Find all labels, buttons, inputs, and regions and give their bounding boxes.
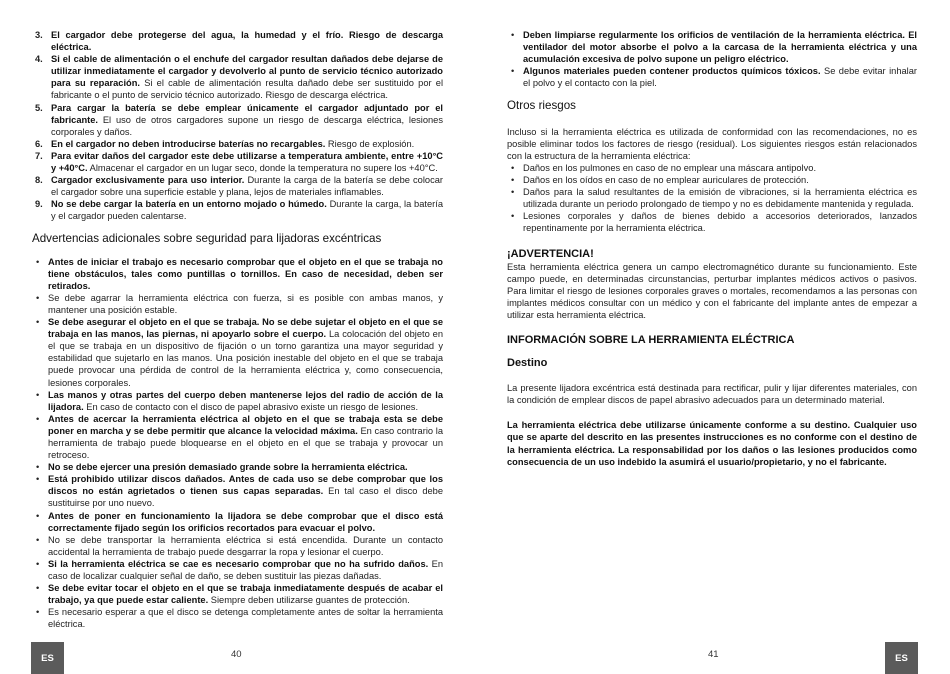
sander-safety-list (32, 256, 443, 631)
item-text: Siempre deben utilizarse guantes de protección. (208, 595, 410, 606)
list-item: • Daños en los pulmones en caso de no emplear una máscara antipolvo. (507, 162, 917, 174)
list-item (32, 413, 443, 461)
item-text: Se debe evitar inhalar el polvo y el contacto con la piel. (523, 66, 918, 89)
item-bold-text: Está prohibido utilizar discos dañados. Antes de cada uso se debe comprobar que los discos no están agrietados o tienen sus capas separadas. (48, 474, 443, 497)
item-text: Durante la carga de la batería se debe colocar el cargador sobre una superficie estable y plana, lejos de materiales inflamables. (51, 175, 444, 198)
item-number: 6. (35, 138, 43, 149)
list-item (32, 256, 443, 292)
item-text: En caso de localizar cualquier señal de daño, se deben sustituir las piezas dañadas. (48, 558, 443, 582)
list-item (32, 102, 443, 138)
item-number: 7. (35, 150, 43, 161)
item-bold-text: No se debe ejercer una presión demasiado grande sobre la herramienta eléctrica. (48, 462, 408, 473)
list-item (32, 510, 443, 534)
list-item (32, 606, 443, 630)
item-bold-text: Si la herramienta eléctrica se cae es necesario comprobar que no ha sufrido daños. (48, 558, 429, 569)
warning-text: Esta herramienta eléctrica genera un campo electromagnético durante su funcionamiento. Este campo puede, en determinadas circunstancias, perturbar implantes médicos activos o pasivos. Para limitar el riesgo de lesiones corporales graves o mortales, recomendamos a las personas con implantes médicos consultar con un médico y con el fabricante del implante antes de empezar a utilizar esta herramienta eléctrica. (507, 261, 917, 320)
item-text: Durante la carga, la batería y el cargador pueden calentarse. (51, 199, 443, 222)
list-item: • Daños en los oídos en caso de no emplear auriculares de protección. (507, 174, 917, 186)
item-bold-text: Antes de acercar la herramienta eléctrica al objeto en el que se trabaja esta se debe poner en marcha y se debe permitir que alcance la velocidad máxima. (48, 413, 443, 436)
item-bold-text: Para cargar la batería se debe emplear únicamente el cargador adjuntado por el fabricante. (51, 102, 443, 125)
warning-title: ¡ADVERTENCIA! (507, 248, 594, 261)
list-item (32, 473, 443, 509)
list-item (32, 198, 443, 222)
item-bold-text: Antes de iniciar el trabajo es necesario comprobar que el objeto en el que se trabaja no tiene obstáculos, tales como puntillas o tornillos. En caso de necesidad, deben ser retirados. (48, 256, 443, 291)
ventilation-list (507, 29, 917, 89)
list-item (32, 174, 443, 198)
right-page (507, 29, 917, 468)
list-item (32, 150, 443, 174)
item-bold-text: Cargador exclusivamente para uso interior. (51, 175, 245, 186)
item-text: En tal caso el disco debe sustituirse por uno nuevo. (48, 486, 444, 509)
list-item (32, 138, 443, 150)
list-item (32, 558, 443, 582)
item-bold-text: Deben limpiarse regularmente los orificios de ventilación de la herramienta eléctrica. El ventilador del motor absorbe el polvo a la carcasa de la herramienta eléctrica y una acumulación excesiva de polvo supone un peligro eléctrico. (523, 30, 917, 65)
item-text: Si el cable de alimentación resulta dañado debe ser sustituido por el fabricante o el punto de servicio técnico autorizado. Riesgo de descarga eléctrica. (51, 78, 444, 101)
destination-text: La presente lijadora excéntrica está destinada para rectificar, pulir y lijar diferentes materiales, con la condición de emplear discos de papel abrasivo adecuados para un determinado material. (507, 383, 917, 406)
item-number: 4. (35, 54, 43, 65)
item-text: En caso contrario la herramienta de trabajo puede bloquearse en el objeto en el que se trabaja y provocar un retroceso. (48, 425, 443, 461)
list-item (32, 582, 443, 606)
list-item: • Daños para la salud resultantes de la emisión de vibraciones, si la herramienta eléctrica es utilizada durante un periodo prolongado de tiempo y no es debidamente mantenida y regulada. (507, 186, 917, 210)
list-item: • Lesiones corporales y daños de bienes debido a accesorios deteriorados, lanzados repentinamente por la herramienta eléctrica. (507, 210, 917, 234)
list-item (32, 53, 443, 101)
item-number: 3. (35, 30, 43, 40)
item-text: Se debe agarrar la herramienta eléctrica con fuerza, si es posible con ambas manos, y mantener una posición estable. (48, 292, 443, 315)
item-bold-text: No se debe cargar la batería en un entorno mojado o húmedo. (51, 199, 327, 210)
list-item (32, 461, 443, 473)
list-item (32, 29, 443, 53)
list-item (507, 65, 917, 89)
other-risks-title: Otros riesgos (507, 99, 576, 113)
item-text: Riesgo de explosión. (325, 138, 415, 149)
other-risks-intro: Incluso si la herramienta eléctrica es utilizada de conformidad con las recomendaciones, no es posible eliminar todos los factores de riesgo (residual). Los siguientes riesgos están relacionados con la estructura de la herramienta eléctrica: (507, 126, 917, 161)
list-item (32, 389, 443, 413)
list-item (507, 29, 917, 65)
item-text: Es necesario esperar a que el disco se detenga completamente antes de soltar la herramienta eléctrica. (48, 607, 443, 630)
list-item (32, 534, 443, 558)
charger-safety-list (32, 29, 443, 223)
language-tab-right: ES (885, 642, 918, 674)
destination-title: Destino (507, 357, 548, 370)
item-number: 8. (35, 175, 43, 186)
item-bold-text: Algunos materiales pueden contener productos químicos tóxicos. (523, 66, 821, 77)
list-item (32, 316, 443, 389)
left-section-heading: Advertencias adicionales sobre seguridad para lijadoras excéntricas (32, 231, 382, 245)
page-number-right: 41 (708, 649, 719, 660)
item-number: 5. (35, 102, 43, 113)
tool-info-title: INFORMACIÓN SOBRE LA HERRAMIENTA ELÉCTRICA (507, 333, 795, 346)
item-text: La colocación del objeto en el que se trabaja en un dispositivo de fijación o un torno garantiza una mayor seguridad y estabilidad que sujetarlo en las manos. Una posición inestable del objeto en el que se trabaja puede provocar una pérdida de control de la herramienta eléctrica y, como consecuencia, lesiones corporales. (48, 329, 443, 388)
page-number-left: 40 (231, 649, 242, 660)
destination-bold-text: La herramienta eléctrica debe utilizarse únicamente conforme a su destino. Cualquier uso que se aparte del descrito en las presentes instrucciones es no conforme con el destino de la herramienta eléctrica. La responsabilidad por los daños o las lesiones producidos como consecuencia de un uso indebido la asumirá el usuario/propietario, y no el fabricante. (507, 420, 917, 467)
item-bold-text: Si el cable de alimentación o el enchufe del cargador resultan dañados debe dejarse de utilizar inmediatamente el cargador y devolverlo al punto de servicio técnico autorizado para su reparación. (51, 54, 443, 89)
item-text: No se debe transportar la herramienta eléctrica si está encendida. Durante un contacto accidental la herramienta de trabajo puede desgarrar la ropa y lesionar el cuerpo. (48, 534, 443, 557)
item-number: 9. (35, 199, 43, 210)
item-bold-text: Se debe asegurar el objeto en el que se trabaja. No se debe sujetar el objeto en el que se trabaja en las manos, las piernas, ni apoyarlo sobre el cuerpo. (48, 317, 443, 340)
item-text: El uso de otros cargadores supone un riesgo de descarga eléctrica, lesiones corporales y daños. (51, 114, 443, 137)
item-text: Almacenar el cargador en un lugar seco, donde la temperatura no supere los +40°C. (87, 163, 438, 174)
left-page (32, 29, 443, 631)
item-bold-text: Para evitar daños del cargador este debe utilizarse a temperatura ambiente, entre +10°C y +40°C. (51, 150, 443, 174)
item-bold-text: Antes de poner en funcionamiento la lijadora se debe comprobar que el disco está correctamente fijado según los orificios recortados para evacuar el polvo. (48, 510, 443, 533)
item-text: En caso de contacto con el disco de papel abrasivo existe un riesgo de lesiones. (83, 401, 419, 412)
item-bold-text: Se debe evitar tocar el objeto en el que se trabaja inmediatamente después de acabar el trabajo, ya que puede estar caliente. (48, 583, 443, 606)
item-bold-text: Las manos y otras partes del cuerpo deben mantenerse lejos del radio de acción de la lijadora. (48, 389, 443, 412)
language-tab-left: ES (31, 642, 64, 674)
other-risks-list (507, 162, 917, 235)
item-bold-text: El cargador debe protegerse del agua, la humedad y el frío. Riesgo de descarga eléctrica. (51, 30, 443, 53)
item-bold-text: En el cargador no deben introducirse baterías no recargables. (51, 138, 326, 149)
list-item (32, 292, 443, 316)
